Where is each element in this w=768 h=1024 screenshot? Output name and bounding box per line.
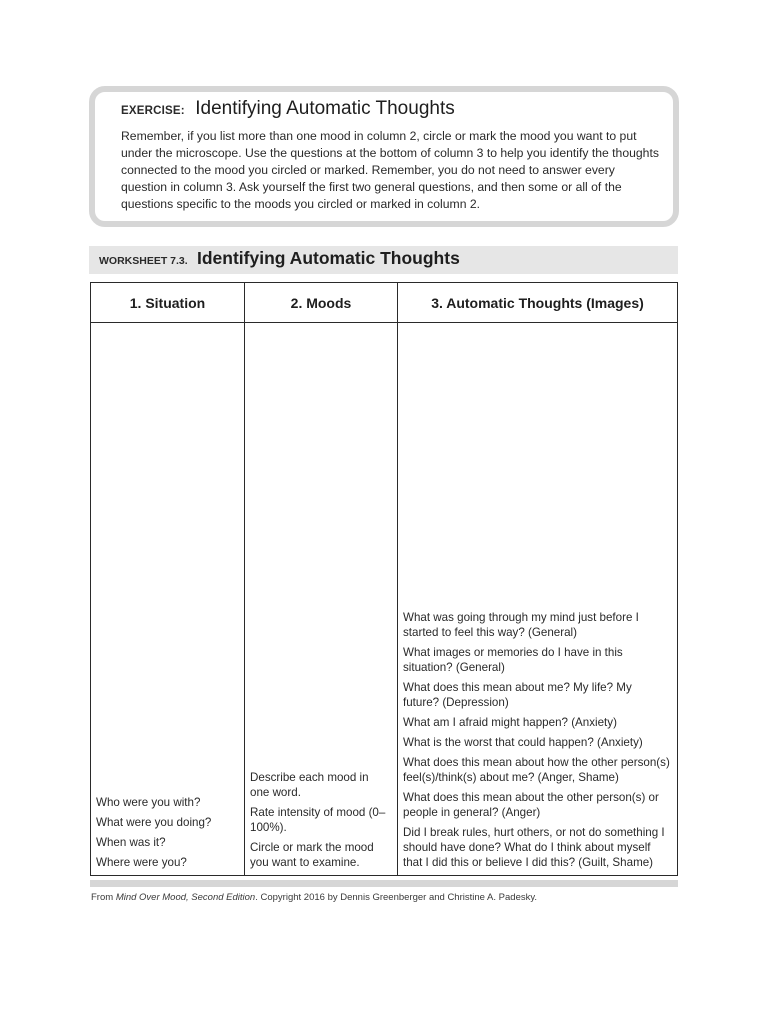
footer-book-title: Mind Over Mood, Second Edition xyxy=(115,892,256,903)
moods-prompts xyxy=(250,765,391,870)
worksheet-title-bar xyxy=(89,246,678,274)
situation-column-header: 1. Situation xyxy=(91,283,244,323)
prompt-item: What does this mean about me? My life? My future? (Depression) xyxy=(403,681,632,709)
prompt-item: Describe each mood in one word. xyxy=(250,771,369,799)
copyright-footer xyxy=(91,892,537,903)
automatic-thoughts-column-header: 3. Automatic Thoughts (Images) xyxy=(398,283,677,323)
worksheet-title: Identifying Automatic Thoughts xyxy=(197,248,460,268)
prompt-item: What were you doing? xyxy=(96,816,212,829)
prompt-item: Did I break rules, hurt others, or not do something I should have done? What do I think about myself that I did this or believe I did this? (Guilt, Shame) xyxy=(403,826,665,869)
situation-prompts xyxy=(96,790,238,870)
prompt-item: What is the worst that could happen? (Anxiety) xyxy=(403,736,643,749)
exercise-heading xyxy=(121,98,455,120)
prompt-item: Where were you? xyxy=(96,856,187,869)
footer-prefix: From xyxy=(91,892,116,903)
exercise-label: EXERCISE: xyxy=(121,105,185,117)
automatic-thoughts-column[interactable] xyxy=(398,283,677,875)
prompt-item: What was going through my mind just before I started to feel this way? (General) xyxy=(403,611,639,639)
prompt-item: What does this mean about how the other person(s) feel(s)/think(s) about me? (Anger, Shame) xyxy=(403,756,670,784)
prompt-item: Rate intensity of mood (0–100%). xyxy=(250,806,386,834)
moods-column-header: 2. Moods xyxy=(245,283,397,323)
prompt-item: What am I afraid might happen? (Anxiety) xyxy=(403,716,617,729)
worksheet-table xyxy=(90,282,678,876)
situation-column[interactable] xyxy=(91,283,245,875)
exercise-instructions: Remember, if you list more than one mood in column 2, circle or mark the mood you want to put under the microscope. Use the questions at the bottom of column 3 to help you identify the thoughts connected to the mood you circled or marked. Remember, you do not need to answer every question in column 3. Ask yourself the first two general questions, and then some or all of the questions specific to the moods you circled or marked in column 2. xyxy=(121,129,659,211)
prompt-item: Who were you with? xyxy=(96,796,201,809)
prompt-item: What images or memories do I have in this situation? (General) xyxy=(403,646,623,674)
exercise-title: Identifying Automatic Thoughts xyxy=(195,98,455,119)
prompt-item: What does this mean about the other person(s) or people in general? (Anger) xyxy=(403,791,659,819)
footer-copyright: . Copyright 2016 by Dennis Greenberger and Christine A. Padesky. xyxy=(255,892,538,903)
exercise-box xyxy=(89,86,679,227)
worksheet-label: WORKSHEET 7.3. xyxy=(99,255,188,267)
moods-column[interactable] xyxy=(245,283,398,875)
prompt-item: Circle or mark the mood you want to examine. xyxy=(250,841,374,869)
automatic-thoughts-prompts xyxy=(403,605,671,870)
worksheet-bottom-band xyxy=(90,880,678,887)
prompt-item: When was it? xyxy=(96,836,166,849)
